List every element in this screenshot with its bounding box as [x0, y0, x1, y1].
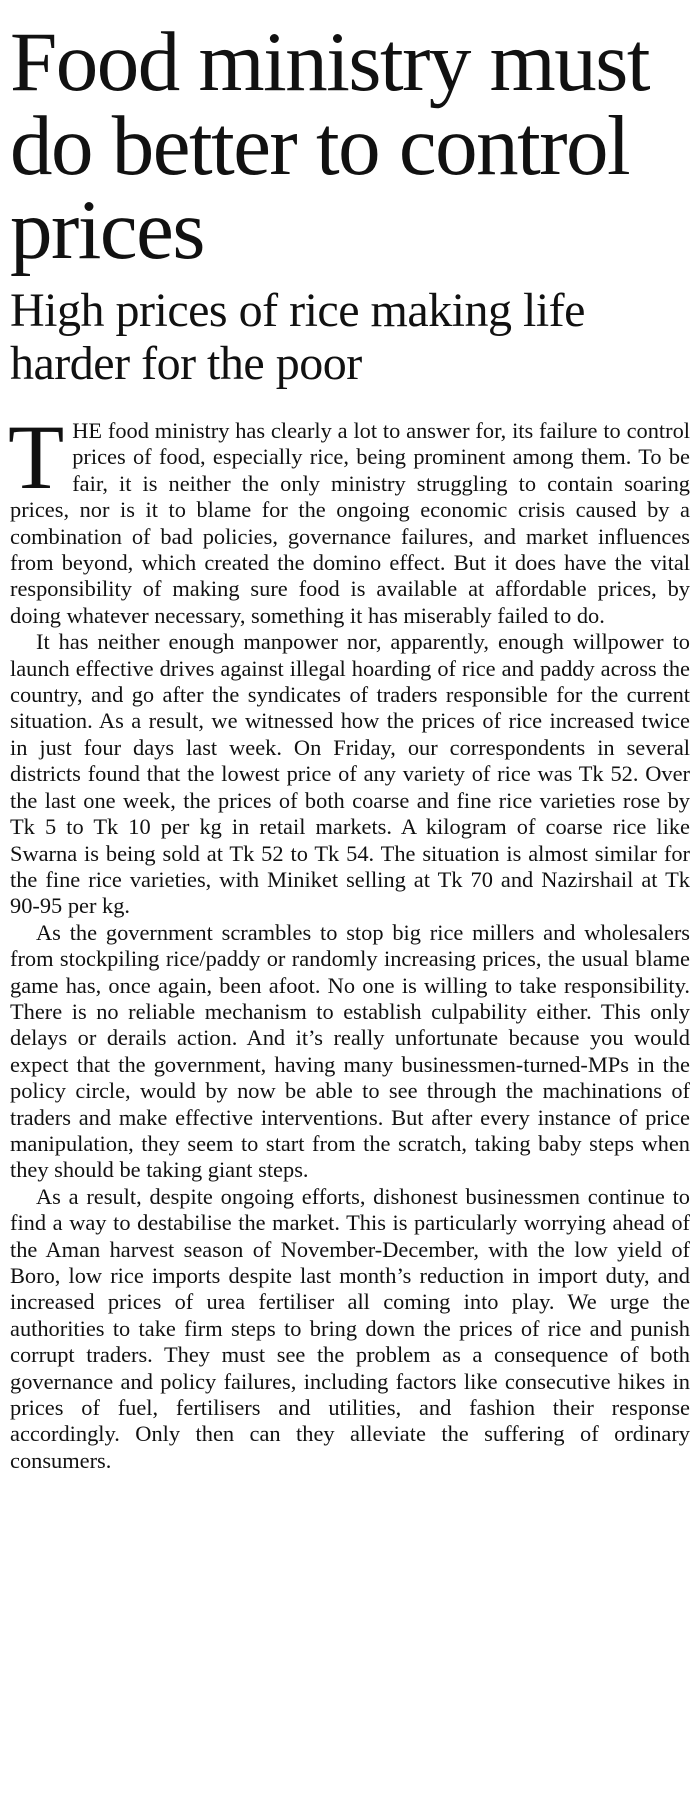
paragraph: As the government scrambles to stop big rice millers and wholesalers from stockpiling rice/paddy or randomly increasing prices, the usual blame game has, once again, been afoot. No one is willing to take responsibility. There is no reliable mechanism to establish culpability either. This only delays or derails action. And it’s really unfortunate because you would expect that the government, having many businessmen-turned-MPs in the policy circle, would by now be able to see through the machinations of traders and make effective interventions. But after every instance of price manipulation, they seem to start from the scratch, taking baby steps when they should be taking giant steps. [10, 919, 690, 1183]
paragraph: As a result, despite ongoing efforts, dishonest businessmen continue to find a way to destabilise the market. This is particularly worrying ahead of the Aman harvest season of November-December, with the low yield of Boro, low rice imports despite last month’s reduction in import duty, and increased prices of urea fertiliser all coming into play. We urge the authorities to take firm steps to bring down the prices of rice and punish corrupt traders. They must see the problem as a consequence of both governance and policy failures, including factors like consecutive hikes in prices of fuel, fertilisers and utilities, and fashion their response accordingly. Only then can they alleviate the suffering of ordinary consumers. [10, 1183, 690, 1473]
paragraph [8, 406, 690, 629]
editorial-article [8, 15, 690, 1474]
headline: Food ministry must do better to control prices [10, 15, 649, 277]
paragraph: It has neither enough manpower nor, apparently, enough willpower to launch effective drives against illegal hoarding of rice and paddy across the country, and go after the syndicates of traders responsible for the current situation. As a result, we witnessed how the prices of rice increased twice in just four days last week. On Friday, our correspondents in several districts found that the lowest price of any variety of rice was Tk 52. Over the last one week, the prices of both coarse and fine rice varieties rose by Tk 5 to Tk 10 per kg in retail markets. A kilogram of coarse rice like Swarna is being sold at Tk 52 to Tk 54. The situation is almost similar for the fine rice varieties, with Miniket selling at Tk 70 and Nazirshail at Tk 90-95 per kg. [10, 629, 690, 919]
article-body [8, 406, 690, 1474]
paragraph-text: HE food ministry has clearly a lot to answer for, its failure to control prices of food, especially rice, being prominent among them. To be fair, it is neither the only ministry struggling to contain soaring prices, nor is it to blame for the ongoing economic crisis caused by a combination of bad policies, governance failures, and market influences from beyond, which created the domino effect. But it does have the vital responsibility of making sure food is available at affordable prices, by doing whatever necessary, something it has miserably failed to do. [10, 418, 690, 628]
drop-cap: T [8, 406, 65, 508]
subheadline: High prices of rice making life harder for the poor [10, 284, 585, 390]
